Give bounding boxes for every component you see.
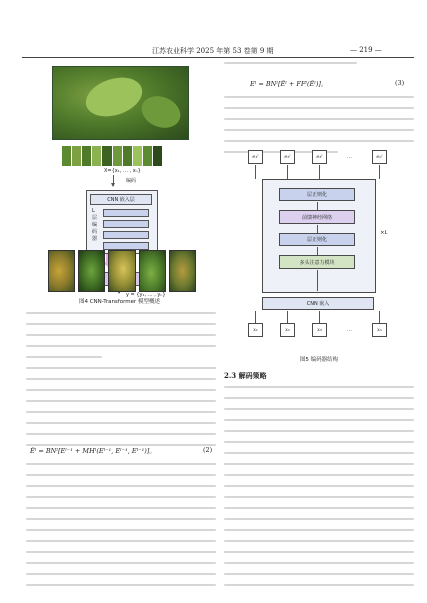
page-number: — 219 — [350,46,382,54]
leaf-sample-image [108,250,135,292]
equation-3-number: (3) [395,79,405,87]
leaf-sample-image [48,250,75,292]
image-patch-grid [62,146,162,166]
leaf-sample-image [169,250,196,292]
equation-3: Eˡ = BNˡ[Ẽˡ + FFˡ(Ẽˡ)]。 [250,80,328,88]
multi-head-attention-block: 多头注意力模块 [279,255,355,269]
encoder-layer [103,220,149,228]
output-token: e₃ˡ [312,150,327,164]
output-sequence-label: y = {y₁, … , yₙ} [126,292,166,298]
encoder-layer [103,242,149,250]
journal-issue: 江苏农业科学 2025 年第 53 卷第 9 期 [152,47,274,55]
leaf-sample-image [78,250,105,292]
arrow-down-icon [113,175,114,186]
encoder-layer-labels: L 层 编 码 器 [92,208,98,242]
figure-4-caption: 图4 CNN-Transformer 模型概述 [78,299,161,305]
leaf-sample-strip [48,250,196,292]
right-body-text [224,62,414,73]
encoder-layer [103,231,149,239]
input-ellipsis: … [342,323,357,337]
feedforward-block: 前馈神经网络 [279,210,355,224]
patch-set-label: X={x₁, … , xₙ} [104,168,141,174]
header-rule [22,57,414,58]
cnn-embed-block: CNN 嵌入 [262,297,374,310]
input-token: x₂ [280,323,295,337]
equation-2: Ẽˡ = BNˡ[Eˡ⁻¹ + MHˡ(Eˡ⁻¹, Eˡ⁻¹, Eˡ⁻¹)]。 [30,447,156,455]
left-body-text-2 [26,463,216,595]
figure-5-caption: 图5 编码器结构 [299,357,339,363]
cnn-embed-layer: CNN 嵌入层 [90,194,152,205]
equation-2-number: (2) [203,446,213,454]
output-token: e₁ˡ [248,150,263,164]
right-body-text-3 [224,386,414,595]
left-body-text [26,312,216,455]
layer-norm-block: 层正则化 [279,233,355,246]
output-ellipsis: … [342,150,357,164]
encoder-stack [86,190,158,254]
layer-norm-block: 层正则化 [279,188,355,201]
encoder-layer [103,209,149,217]
repeat-count-label: ×L [380,230,388,236]
input-token: xₙ [372,323,387,337]
output-token: e₂ˡ [280,150,295,164]
output-token: eₙˡ [372,150,387,164]
section-heading: 2.3 解码策略 [224,371,267,380]
encoder-layer-frame [262,179,376,293]
leaf-photo [52,66,189,140]
encode-label: 编码 [126,178,137,184]
figure-5 [224,150,414,350]
leaf-sample-image [139,250,166,292]
input-token: x₁ [248,323,263,337]
input-token: x₃ [312,323,327,337]
